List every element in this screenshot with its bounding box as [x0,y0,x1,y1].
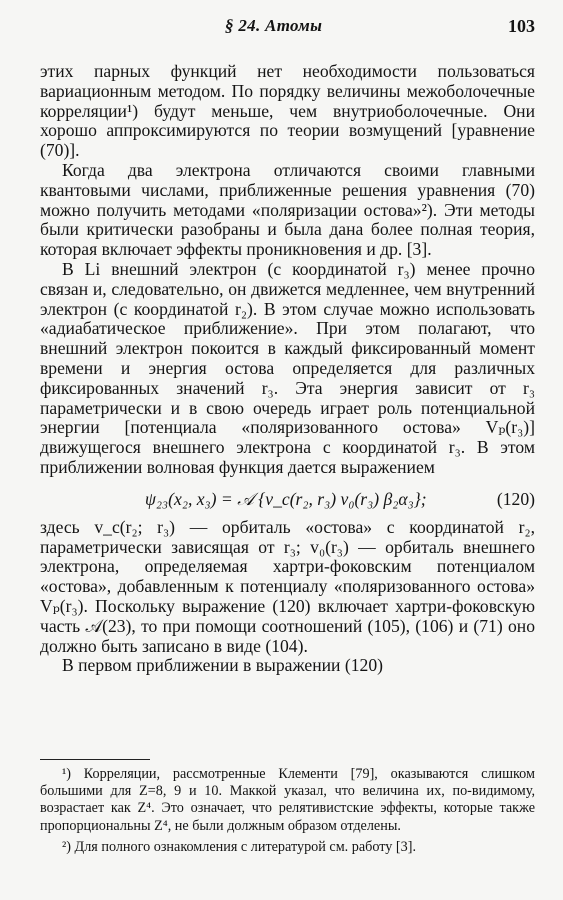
running-head: § 24. Атомы [225,16,323,35]
equation-number: (120) [496,488,535,509]
paragraph-5: В первом приближении в выражении (120) [62,655,383,676]
paragraph-4: здесь v_c(r₂; r₃) — орбиталь «остова» с координатой r₂, параметрически зависящая от r₃; v₀(r₃) — орбиталь внешнего электрона, определяемая хартри-фоковским потенциалом «остова», добавленным к потенциалу «поляризованного остова» Vₚ(r₃). Поскольку выражение (120) включает хартри-фоковскую часть 𝒜(23), то при помощи соотношений (105), (106) и (71) оно должно быть записано в виде (104). [40,516,535,656]
paragraph-3: В Li внешний электрон (с координатой r₃) менее прочно связан и, следовательно, он движется медленнее, чем внутренний электрон (с координатой r₂). В этом случае можно использовать «адиабатическое приближение». При этом полагают, что внешний электрон покоится в каждый фиксированный момент времени и энергия остова определяется для различных фиксированных значений r₃. Эта энергия зависит от r₃ параметрически и в свою очередь играет роль потенциальной энергии [потенциала «поляризованного остова» Vₚ(r₃)] движущегося внешнего электрона с координатой r₃. В этом приближении волновая функция дается выражением [40,258,535,477]
page-number: 103 [508,16,535,36]
footnote-1: ¹) Корреляции, рассмотренные Клементи [79], оказываются слишком большими для Z=8, 9 и 10. Маккой указал, что величина их, по-видимому, возрастает как Z⁴. Это означает, что релятивистские эффекты, которые также пропорциональны Z⁴, не были должным образом отделены. [40,766,535,834]
equation-120 [40,484,535,514]
paragraph-1: этих парных функций нет необходимости пользоваться вариационным методом. По порядку величины межоболочечные корреляции¹) будут меньше, чем внутриоболочечные. Они хорошо аппроксимируются по теории возмущений [уравнение (70)]. [40,61,535,161]
footnote-2: ²) Для полного ознакомления с литературой см. работу [3]. [62,838,417,855]
page-header [40,16,535,42]
main-text [40,62,535,676]
footnote-separator [40,759,150,760]
equation-expression: ψ₂₃(x₂, x₃) = 𝒜 {v_c(r₂, r₃) v₀(r₃) β₂α₃}; [145,488,427,509]
paragraph-2: Когда два электрона отличаются своими главными квантовыми числами, приближенные решения уравнения (70) можно получить методами «поляризации остова»²). Эти методы были критически разобраны и была дана более полная теория, которая включает эффекты проникновения и др. [3]. [40,159,535,260]
footnotes [40,766,535,856]
